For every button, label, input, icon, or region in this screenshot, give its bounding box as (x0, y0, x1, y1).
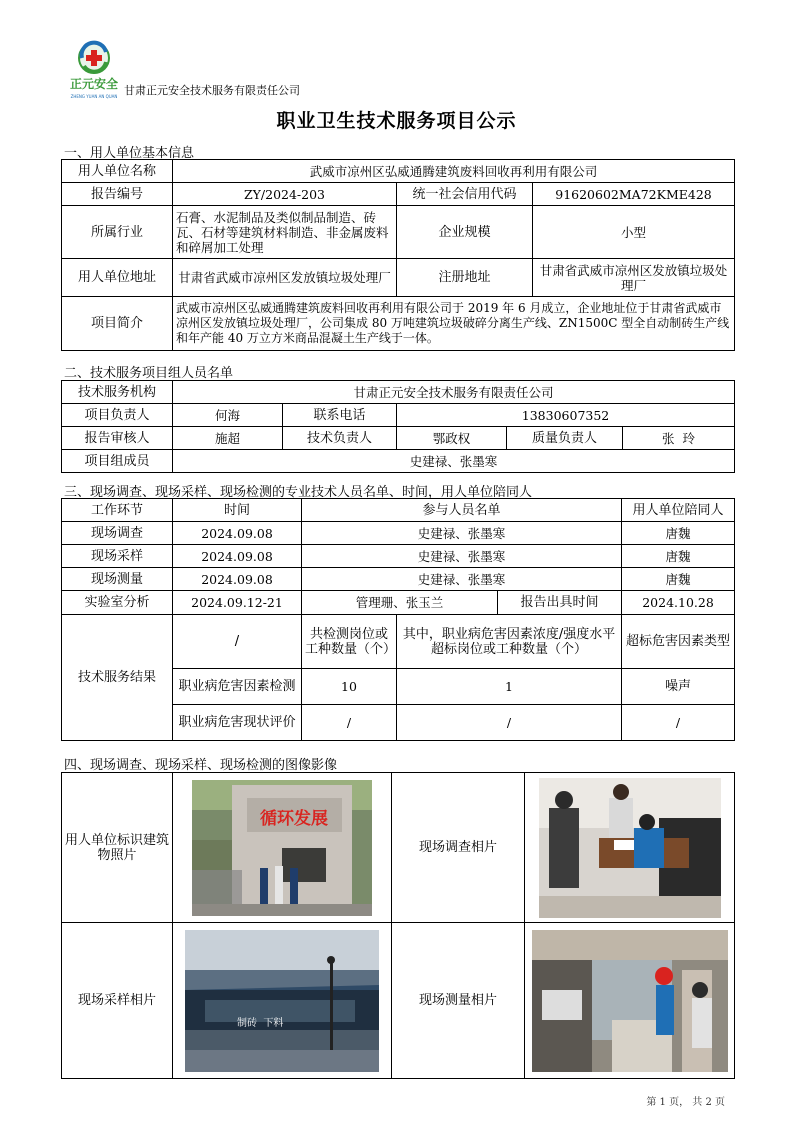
photo1-label: 用人单位标识建筑物照片 (62, 773, 173, 923)
reg-address-label: 注册地址 (397, 259, 533, 297)
col-people: 参与人员名单 (302, 499, 622, 522)
time-cell: 2024.09.08 (173, 568, 302, 591)
credit-code-value: 91620602MA72KME428 (533, 183, 735, 206)
survey-photo (539, 778, 721, 918)
tech-label: 技术负责人 (283, 427, 397, 450)
lab-time: 2024.09.12-21 (173, 591, 302, 615)
detect-label: 职业病危害因素检测 (173, 669, 302, 705)
stage-cell: 现场采样 (62, 545, 173, 568)
stage-cell: 现场调查 (62, 522, 173, 545)
detect-type: 噪声 (622, 669, 735, 705)
time-cell: 2024.09.08 (173, 545, 302, 568)
leader-value: 何海 (173, 404, 283, 427)
result-h4: 超标危害因素类型 (622, 615, 735, 669)
col-time: 时间 (173, 499, 302, 522)
escort-cell: 唐魏 (622, 545, 735, 568)
svg-text:循环发展: 循环发展 (260, 808, 328, 829)
fieldwork-table (61, 498, 735, 741)
detect-exceed: 1 (397, 669, 622, 705)
people-cell: 史建禄、张墨寒 (302, 522, 622, 545)
photo2-label: 现场调查相片 (392, 773, 525, 923)
photo-table (61, 772, 735, 1079)
svg-text:正元安全: 正元安全 (69, 77, 119, 91)
header (66, 38, 726, 108)
employer-info-table (61, 159, 735, 351)
sampling-photo (185, 930, 379, 1072)
reviewer-value: 施超 (173, 427, 283, 450)
org-value: 甘肃正元安全技术服务有限责任公司 (173, 381, 735, 404)
address-label: 用人单位地址 (62, 259, 173, 297)
table-row (62, 522, 735, 545)
team-table (61, 380, 735, 473)
escort-cell: 唐魏 (622, 522, 735, 545)
quality-label: 质量负责人 (507, 427, 623, 450)
lab-people: 管理珊、张玉兰 (302, 591, 498, 615)
section4-heading: 四、现场调查、现场采样、现场检测的图像影像 (64, 758, 338, 773)
employer-value: 武威市凉州区弘威通腾建筑废料回收再利用有限公司 (173, 160, 735, 183)
eval-exceed: / (397, 705, 622, 741)
people-cell: 史建禄、张墨寒 (302, 545, 622, 568)
result-label: 技术服务结果 (62, 615, 173, 741)
report-date-value: 2024.10.28 (622, 591, 735, 615)
phone-value: 13830607352 (397, 404, 735, 427)
time-cell: 2024.09.08 (173, 522, 302, 545)
members-value: 史建禄、张墨寒 (173, 450, 735, 473)
leader-label: 项目负责人 (62, 404, 173, 427)
industry-label: 所属行业 (62, 206, 173, 259)
intro-label: 项目简介 (62, 297, 173, 351)
people-cell: 史建禄、张墨寒 (302, 568, 622, 591)
scale-value: 小型 (533, 206, 735, 259)
photo3-label: 现场采样相片 (62, 923, 173, 1079)
quality-value: 张 玲 (623, 427, 735, 450)
lab-label: 实验室分析 (62, 591, 173, 615)
stage-cell: 现场测量 (62, 568, 173, 591)
report-no-label: 报告编号 (62, 183, 173, 206)
reviewer-label: 报告审核人 (62, 427, 173, 450)
members-label: 项目组成员 (62, 450, 173, 473)
scale-label: 企业规模 (397, 206, 533, 259)
table-row (62, 545, 735, 568)
result-h2: 共检测岗位或工种数量（个） (302, 615, 397, 669)
section1-heading: 一、用人单位基本信息 (64, 146, 195, 161)
address-value: 甘肃省武威市凉州区发放镇垃圾处理厂 (173, 259, 397, 297)
company-logo (66, 38, 122, 102)
section3-heading: 三、现场调查、现场采样、现场检测的专业技术人员名单、时间，用人单位陪同人 (64, 485, 533, 500)
employer-label: 用人单位名称 (62, 160, 173, 183)
col-stage: 工作环节 (62, 499, 173, 522)
photo4-label: 现场测量相片 (392, 923, 525, 1079)
reg-address-value: 甘肃省武威市凉州区发放镇垃圾处理厂 (533, 259, 735, 297)
intro-value: 武威市凉州区弘威通腾建筑废料回收再利用有限公司于 2019 年 6 月成立，企业地址位于甘肃省武威市凉州区发放镇垃圾处理厂，公司集成 80 万吨建筑垃圾破碎分离生产线、ZN1500C 型全自动制砖生产线和年产能 40 万立方米商品混凝土生产线于一体。 (173, 297, 735, 351)
col-escort: 用人单位陪同人 (622, 499, 735, 522)
tech-value: 鄂政权 (397, 427, 507, 450)
page-number: 第 1 页， 共 2 页 (646, 1097, 725, 1108)
table-row (62, 568, 735, 591)
detect-count: 10 (302, 669, 397, 705)
eval-label: 职业病危害现状评价 (173, 705, 302, 741)
section2-heading: 二、技术服务项目组人员名单 (64, 366, 234, 381)
report-no-value: ZY/2024-203 (173, 183, 397, 206)
result-h3: 其中，职业病危害因素浓度/强度水平超标岗位或工种数量（个） (397, 615, 622, 669)
company-name: 甘肃正元安全技术服务有限责任公司 (124, 84, 300, 97)
escort-cell: 唐魏 (622, 568, 735, 591)
page-title: 职业卫生技术服务项目公示 (276, 110, 517, 132)
org-label: 技术服务机构 (62, 381, 173, 404)
measurement-photo (532, 930, 728, 1072)
report-date-label: 报告出具时间 (498, 591, 622, 615)
phone-label: 联系电话 (283, 404, 397, 427)
svg-text:制砖 下料: 制砖 下料 (237, 1017, 284, 1029)
result-h1: / (173, 615, 302, 669)
industry-value: 石膏、水泥制品及类似制品制造、砖瓦、石材等建筑材料制造、非金属废料和碎屑加工处理 (173, 206, 397, 259)
eval-type: / (622, 705, 735, 741)
svg-text:ZHENG YUAN AN QUAN: ZHENG YUAN AN QUAN (70, 94, 118, 99)
eval-count: / (302, 705, 397, 741)
credit-code-label: 统一社会信用代码 (397, 183, 533, 206)
building-photo (192, 780, 372, 916)
